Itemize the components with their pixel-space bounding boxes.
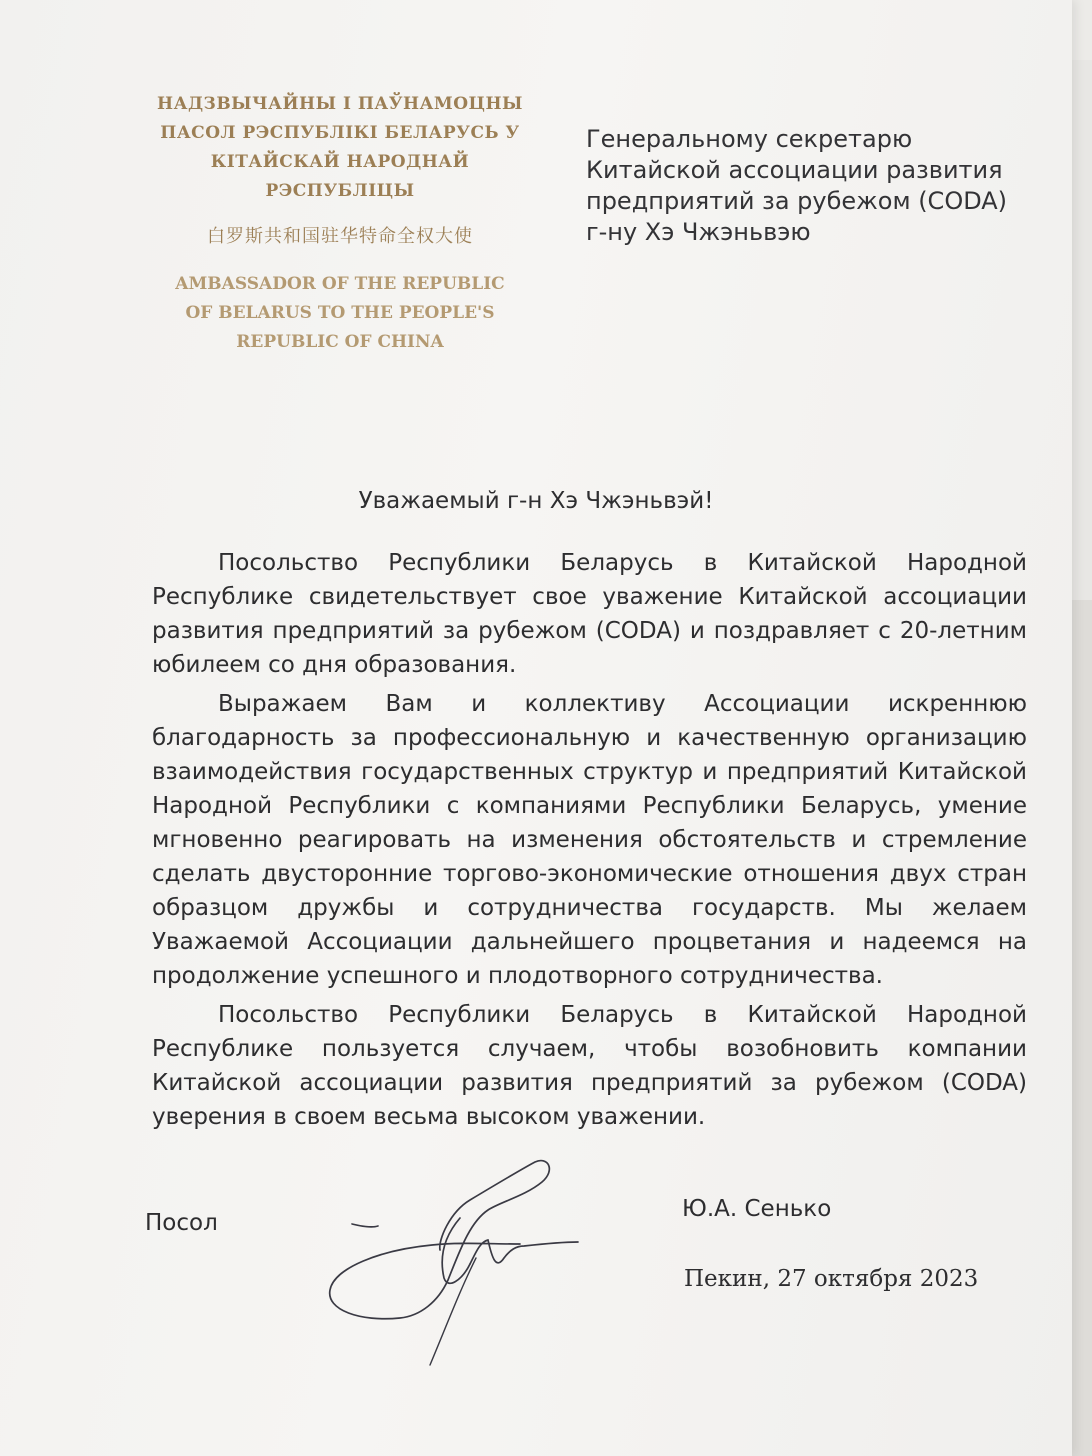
addressee-block	[586, 124, 1046, 248]
letterhead	[140, 90, 540, 357]
letter-body	[152, 546, 1027, 1139]
body-paragraph: Посольство Республики Беларусь в Китайской Народной Республике пользуется случаем, чтобы возобновить компании Китайской ассоциации развития предприятий за рубежом (CODA) уверения в своем весьма высоком уважении.	[152, 1002, 1027, 1130]
letterhead-english: AMBASSADOR OF THE REPUBLIC OF BELARUS TO THE PEOPLE'S REPUBLIC OF CHINA	[175, 274, 505, 352]
body-paragraph: Выражаем Вам и коллективу Ассоциации искреннюю благодарность за профессиональную и качественную организацию взаимодействия государственных структур и предприятий Китайской Народной Республики с компаниями Республики Беларусь, умение мгновенно реагировать на изменения обстоятельств и стремление сделать двусторонние торгово-экономические отношения двух стран образцом дружбы и сотрудничества государств. Мы желаем Уважаемой Ассоциации дальнейшего процветания и надеемся на продолжение успешного и плодотворного сотрудничества.	[152, 691, 1027, 989]
signatory-title: Посол	[145, 1210, 218, 1236]
body-paragraph: Посольство Республики Беларусь в Китайской Народной Республике свидетельствует свое уважение Китайской ассоциации развития предприятий за рубежом (CODA) и поздравляет с 20-летним юбилеем со дня образования.	[152, 550, 1027, 678]
signatory-name: Ю.А. Сенько	[682, 1196, 832, 1222]
addressee-line: г-ну Хэ Чжэньвэю	[586, 218, 811, 246]
addressee-line: Китайской ассоциации развития	[586, 156, 1003, 184]
place-and-date: Пекин, 27 октября 2023	[684, 1266, 979, 1292]
addressee-line: предприятий за рубежом (CODA)	[586, 187, 1008, 215]
salutation: Уважаемый г-н Хэ Чжэньвэй!	[358, 488, 714, 514]
letterhead-belarusian: НАДЗВЫЧАЙНЫ І ПАЎНАМОЦНЫ ПАСОЛ РЭСПУБЛІКІ БЕЛАРУСЬ У КІТАЙСКАЙ НАРОДНАЙ РЭСПУБЛІЦЫ	[157, 94, 523, 201]
letterhead-chinese: 白罗斯共和国驻华特命全权大使	[207, 226, 473, 247]
addressee-line: Генеральному секретарю	[586, 125, 913, 153]
handwritten-signature	[320, 1140, 600, 1370]
